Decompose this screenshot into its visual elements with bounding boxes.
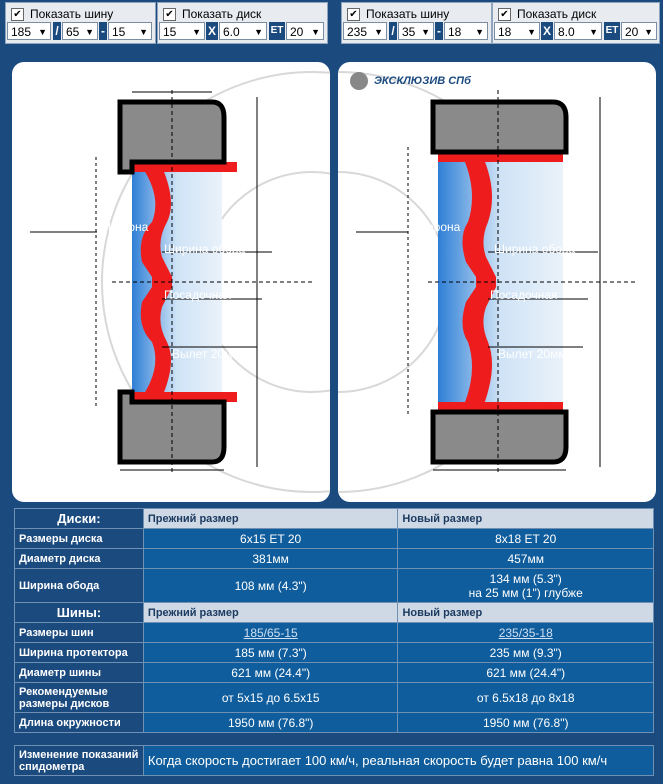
right-label-rim-width: Ширина обода: [494, 242, 576, 256]
discs-section-title: Диски:: [15, 509, 144, 529]
speedometer-label: Изменение показаний спидометра: [15, 746, 144, 776]
left-label-seat: Посадочная: [164, 288, 232, 302]
right-sep-slash: /: [389, 22, 397, 40]
right-disc-width-select[interactable]: 8.0 ▼: [554, 22, 602, 40]
right-tire-profile-select[interactable]: 35 ▼: [398, 22, 434, 40]
col-new-header: Новый размер: [398, 509, 654, 529]
left-disc-diameter-select[interactable]: 15 ▼: [159, 22, 205, 40]
speedometer-table: [14, 745, 654, 776]
chevron-down-icon: ▼: [527, 27, 536, 37]
col-old-header: Прежний размер: [143, 509, 398, 529]
chevron-down-icon: ▼: [589, 27, 598, 37]
left-label-crown: Корона: [108, 220, 149, 234]
left-sep-et: ET: [269, 22, 285, 40]
right-label-seat: Посадочная: [490, 288, 558, 302]
right-sep-dash: -: [437, 24, 441, 38]
left-disc-width-select[interactable]: 6.0 ▼: [219, 22, 267, 40]
left-sep-dash: -: [101, 24, 105, 38]
left-tire-profile-select[interactable]: 65 ▼: [62, 22, 98, 40]
chevron-down-icon: ▼: [644, 27, 653, 37]
discs-table: [14, 508, 654, 603]
right-wheel-diagram: [338, 62, 656, 502]
left-sep-x: X: [207, 24, 216, 38]
table-row: Длина окружности 1950 мм (76.8") 1950 мм (76.8"): [15, 713, 654, 733]
left-wheel-diagram: [12, 62, 330, 502]
right-show-disc-checkbox[interactable]: ✔ Показать диск: [498, 6, 596, 22]
chevron-down-icon: ▼: [85, 27, 94, 37]
right-sep-x: X: [542, 24, 551, 38]
speedometer-text: Когда скорость достигает 100 км/ч, реальная скорость будет равна 100 км/ч: [143, 746, 653, 776]
chevron-down-icon: ▼: [421, 27, 430, 37]
right-label-crown: Корона: [420, 220, 461, 234]
left-show-tire-checkbox[interactable]: ✔ Показать шину: [11, 6, 113, 22]
tires-section-title: Шины:: [15, 603, 144, 623]
chevron-down-icon: ▼: [374, 27, 383, 37]
left-sep-slash: /: [53, 22, 61, 40]
left-disc-et-select[interactable]: 20 ▼: [286, 22, 324, 40]
new-tire-size-link[interactable]: 235/35-18: [498, 625, 553, 640]
right-label-offset: Вылет 20мм: [498, 347, 567, 361]
table-row: Ширина обода 108 мм (4.3") 134 мм (5.3") на 25 мм (1") глубже: [15, 569, 654, 603]
chevron-down-icon: ▼: [254, 27, 263, 37]
left-label-offset: Вылет 20мм: [172, 347, 241, 361]
left-tire-rim-select[interactable]: 15 ▼: [108, 22, 152, 40]
left-tire-width-select[interactable]: 185 ▼: [7, 22, 51, 40]
table-row: Размеры диска 6x15 ET 20 8x18 ET 20: [15, 529, 654, 549]
col-old-header: Прежний размер: [143, 603, 398, 623]
right-show-tire-checkbox[interactable]: ✔ Показать шину: [347, 6, 449, 22]
chevron-down-icon: ▼: [38, 27, 47, 37]
table-row: [15, 603, 654, 623]
left-show-disc-checkbox[interactable]: ✔ Показать диск: [163, 6, 261, 22]
table-row: [15, 509, 654, 529]
tires-table: [14, 602, 654, 733]
chevron-down-icon: ▼: [192, 27, 201, 37]
right-tire-width-select[interactable]: 235 ▼: [343, 22, 387, 40]
left-wheel-panel: [12, 62, 330, 502]
right-disc-diameter-select[interactable]: 18 ▼: [494, 22, 540, 40]
logo-mark-icon: [350, 72, 368, 90]
right-tire-rim-select[interactable]: 18 ▼: [444, 22, 488, 40]
chevron-down-icon: ▼: [139, 27, 148, 37]
table-row: Размеры шин 185/65-15 235/35-18: [15, 623, 654, 643]
table-row: Ширина протектора 185 мм (7.3") 235 мм (9.3"): [15, 643, 654, 663]
right-sep-et: ET: [604, 22, 620, 40]
right-wheel-panel: [338, 62, 656, 502]
brand-logo: ЭКСКЛЮЗИВ СПб: [350, 72, 471, 90]
left-label-rim-width: Ширина обода: [164, 242, 246, 256]
table-row: Диаметр шины 621 мм (24.4") 621 мм (24.4"): [15, 663, 654, 683]
table-row: Рекомендуемые размеры дисков от 5x15 до 6.5x15 от 6.5x18 до 8x18: [15, 683, 654, 713]
right-disc-et-select[interactable]: 20 ▼: [621, 22, 657, 40]
col-new-header: Новый размер: [398, 603, 654, 623]
table-row: Диаметр диска 381мм 457мм: [15, 549, 654, 569]
old-tire-size-link[interactable]: 185/65-15: [243, 625, 298, 640]
chevron-down-icon: ▼: [475, 27, 484, 37]
table-row: [15, 746, 654, 776]
chevron-down-icon: ▼: [311, 27, 320, 37]
